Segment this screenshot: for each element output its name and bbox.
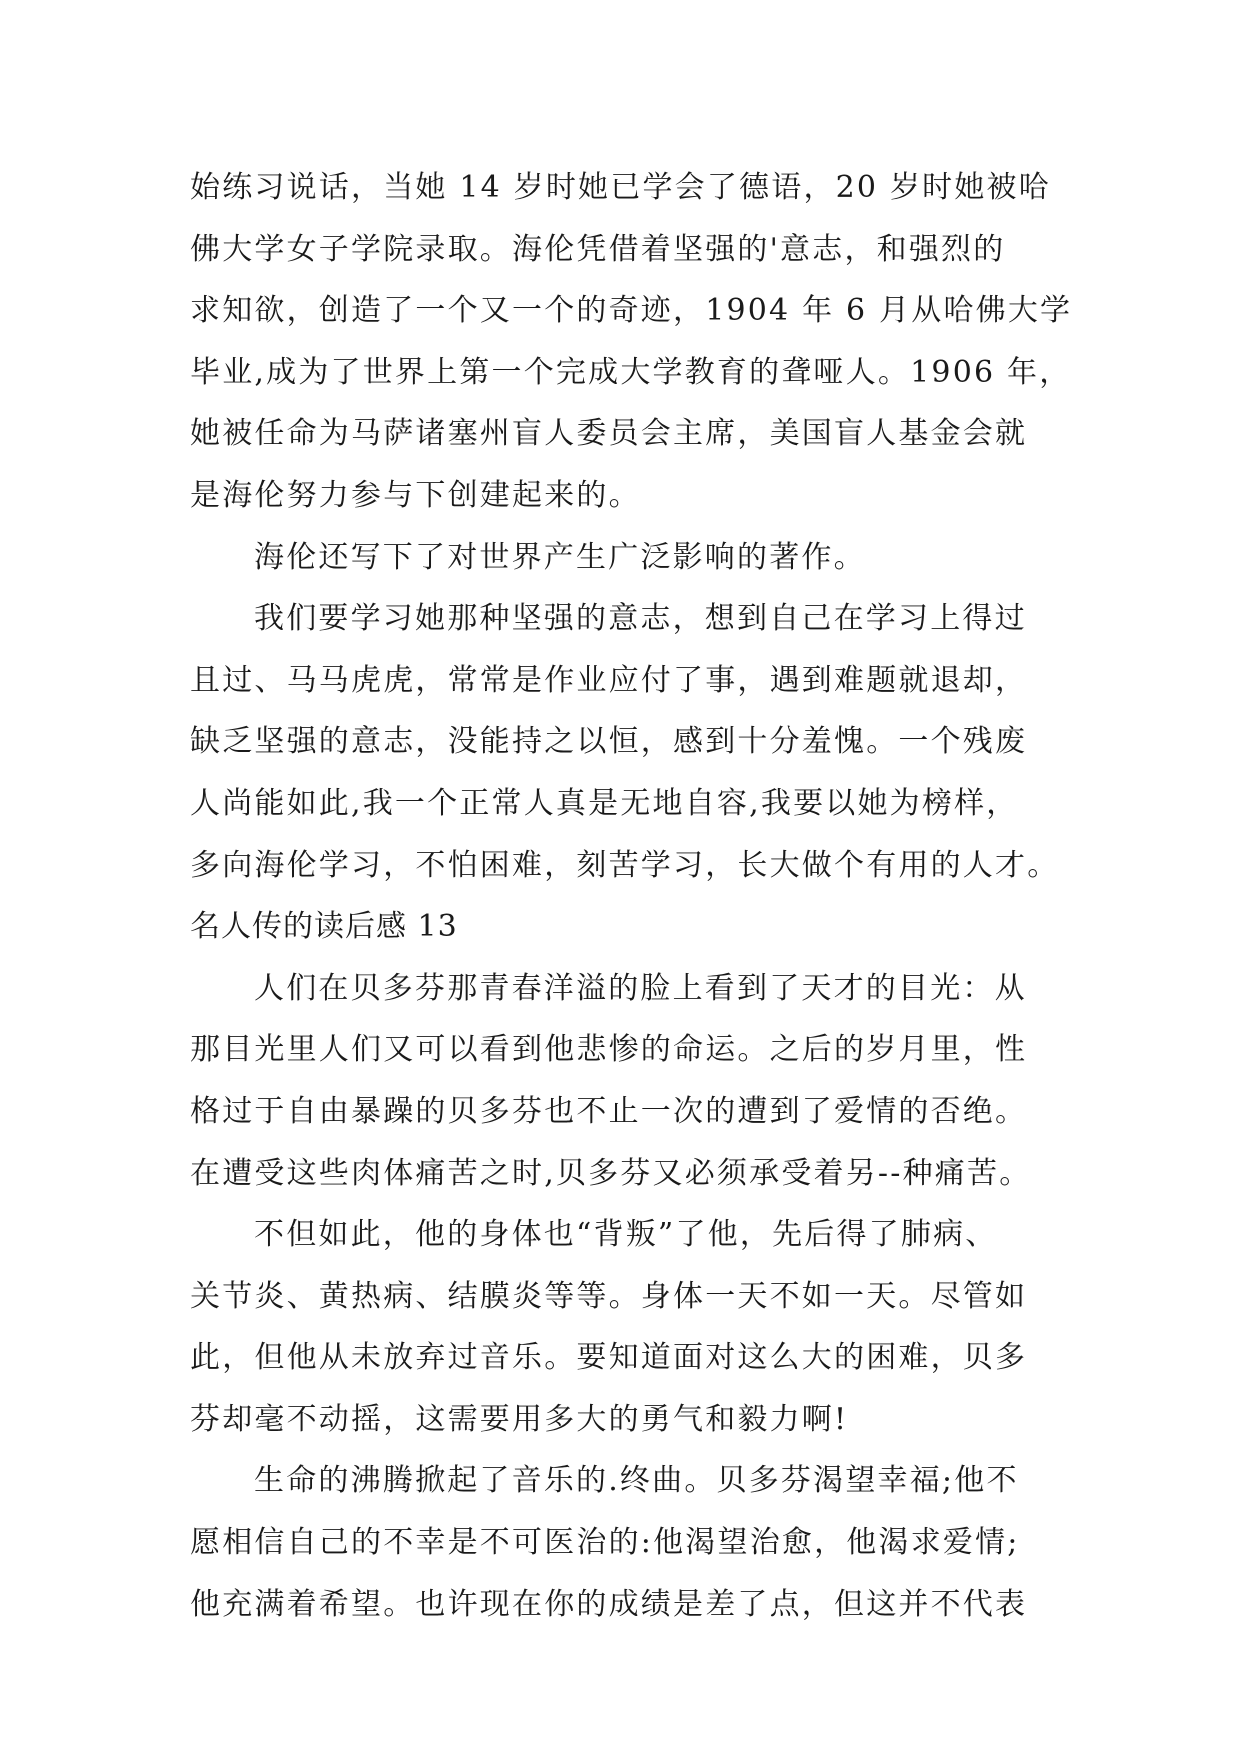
paragraph-start-line: 不但如此，他的身体也“背叛”了他，先后得了肺病、: [254, 1217, 998, 1253]
document-body: [190, 157, 1073, 1635]
text-line: 缺乏坚强的意志，没能持之以恒，感到十分羞愧。一个残废: [190, 724, 1028, 760]
text-line: 关节炎、黄热病、结膜炎等等。身体一天不如一天。尽管如: [190, 1278, 1028, 1314]
paragraph-start-line: 海伦还写下了对世界产生广泛影响的著作。: [254, 539, 866, 575]
text-line: 芬却毫不动摇，这需要用多大的勇气和毅力啊!: [190, 1401, 849, 1437]
text-line: 他充满着希望。也许现在你的成绩是差了点，但这并不代表: [190, 1586, 1028, 1622]
text-line: 此，但他从未放弃过音乐。要知道面对这么大的困难，贝多: [190, 1340, 1028, 1376]
text-line: 是海伦努力参与下创建起来的。: [190, 477, 641, 513]
paragraph-start-line: 我们要学习她那种坚强的意志，想到自己在学习上得过: [254, 601, 1027, 637]
text-line: 她被任命为马萨诸塞州盲人委员会主席，美国盲人基金会就: [190, 416, 1028, 452]
text-line: 且过、马马虎虎，常常是作业应付了事，遇到难题就退却，: [190, 662, 1028, 698]
text-line: 求知欲，创造了一个又一个的奇迹，1904 年 6 月从哈佛大学: [190, 293, 1073, 329]
text-line: 佛大学女子学院录取。海伦凭借着坚强的'意志，和强烈的: [190, 231, 1006, 267]
text-line: 在遭受这些肉体痛苦之时,贝多芬又必须承受着另--种痛苦。: [190, 1155, 1032, 1191]
section-heading: 名人传的读后感 13: [190, 909, 458, 945]
text-line: 格过于自由暴躁的贝多芬也不止一次的遭到了爱情的否绝。: [190, 1093, 1028, 1129]
text-line: 多向海伦学习，不怕困难，刻苦学习，长大做个有用的人才。: [190, 847, 1060, 883]
text-line: 毕业,成为了世界上第一个完成大学教育的聋哑人。1906 年，: [190, 354, 1072, 390]
paragraph-start-line: 生命的沸腾掀起了音乐的.终曲。贝多芬渴望幸福;他不: [254, 1463, 1019, 1499]
text-line: 人尚能如此,我一个正常人真是无地自容,我要以她为榜样，: [190, 785, 1019, 821]
text-line: 那目光里人们又可以看到他悲惨的命运。之后的岁月里，性: [190, 1032, 1028, 1068]
paragraph-start-line: 人们在贝多芬那青春洋溢的脸上看到了天才的目光：从: [254, 970, 1027, 1006]
text-line: 始练习说话，当她 14 岁时她已学会了德语，20 岁时她被哈: [190, 170, 1051, 205]
text-line: 愿相信自己的不幸是不可医治的:他渴望治愈，他渴求爱情;: [190, 1525, 1020, 1561]
